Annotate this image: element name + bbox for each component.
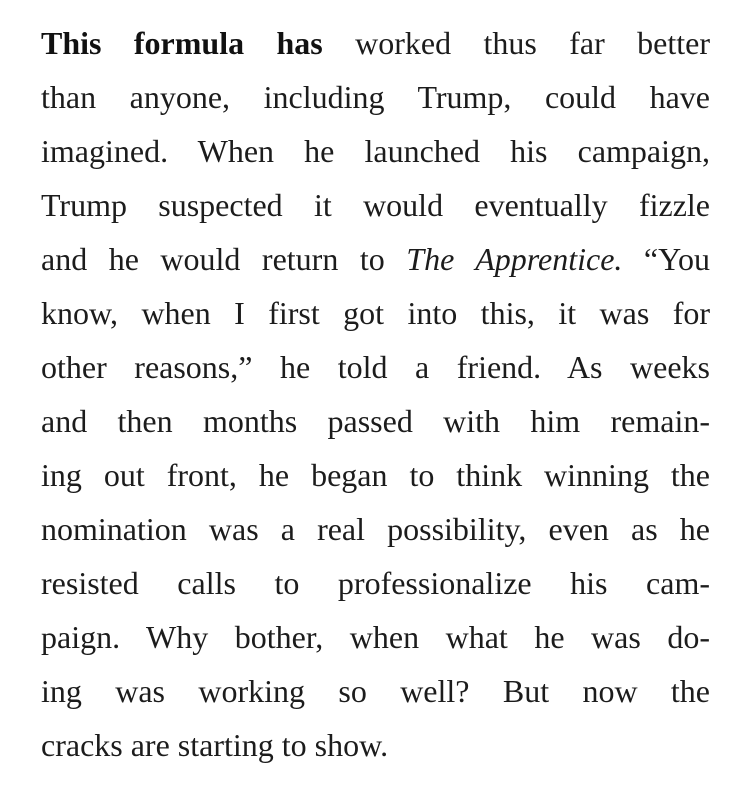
paragraph-line: ing was working so well? But now the (41, 673, 710, 709)
book-title-italic: The Apprentice. (406, 241, 623, 277)
line-text: and he would return to (41, 241, 385, 277)
paragraph-line: and then months passed with him remain- (41, 403, 710, 439)
paragraph-line: ing out front, he began to think winning the (41, 457, 710, 493)
paragraph-line (41, 232, 710, 286)
paragraph-line: other reasons,” he told a friend. As weeks (41, 349, 710, 385)
paragraph-line: cracks are starting to show. (41, 727, 389, 763)
line-text: “You (643, 241, 711, 277)
paragraph-line: Trump suspected it would eventually fizzle (41, 187, 710, 223)
paragraph-line: nomination was a real possibility, even as he (41, 511, 710, 547)
paragraph-line: than anyone, including Trump, could have (41, 79, 710, 115)
paragraph-line: paign. Why bother, when what he was do- (41, 619, 710, 655)
line-text: worked thus far better (355, 25, 711, 61)
paragraph-line: know, when I first got into this, it was for (41, 295, 710, 331)
paragraph-line: imagined. When he launched his campaign, (41, 133, 710, 169)
paragraph-line: resisted calls to professionalize his cam- (41, 565, 710, 601)
paragraph-line (41, 16, 710, 70)
lead-bold-text: This formula has (41, 25, 323, 61)
